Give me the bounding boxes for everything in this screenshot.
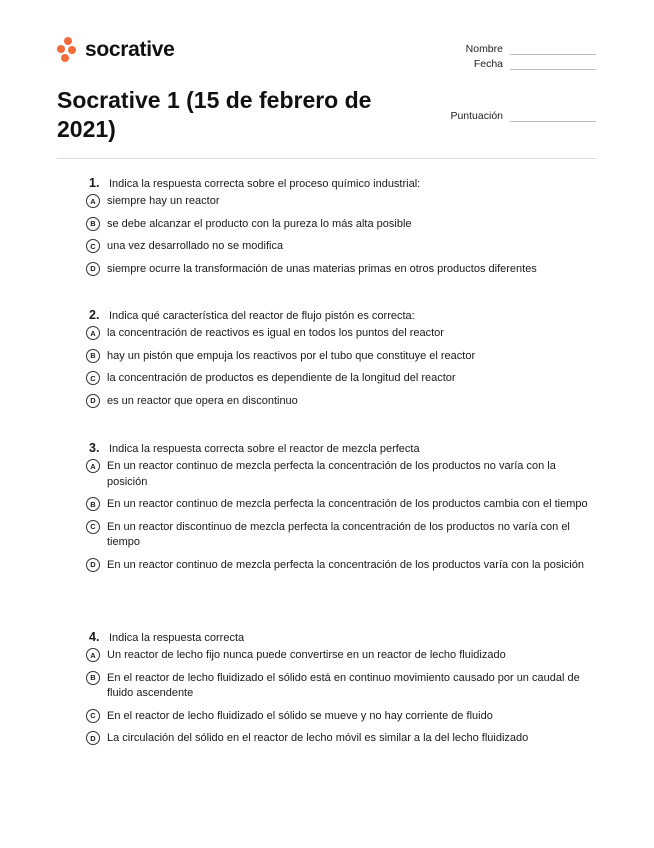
question-3 <box>86 441 598 580</box>
answer-option <box>86 520 598 551</box>
score-line <box>510 111 596 122</box>
date-line <box>510 59 596 70</box>
option-letter-badge: B <box>86 671 100 685</box>
option-letter-badge: D <box>86 558 100 572</box>
name-label: Nombre <box>465 43 503 55</box>
option-letter-badge: C <box>86 239 100 253</box>
question-header <box>89 308 598 322</box>
date-label: Fecha <box>473 58 503 70</box>
option-letter-badge: D <box>86 394 100 408</box>
option-letter-badge: A <box>86 194 100 208</box>
quiz-title: Socrative 1 (15 de febrero de 2021) <box>57 87 372 142</box>
answer-option <box>86 671 598 702</box>
name-field <box>466 40 596 55</box>
question-number: 4. <box>89 630 100 644</box>
question-number: 3. <box>89 441 100 455</box>
answer-option <box>86 239 598 255</box>
option-letter-badge: C <box>86 520 100 534</box>
answer-option <box>86 394 598 410</box>
score-label: Puntuación <box>450 110 503 122</box>
student-fields <box>466 40 596 70</box>
answer-option <box>86 262 598 278</box>
option-letter-badge: A <box>86 459 100 473</box>
option-text: es un reactor que opera en discontinuo <box>107 394 298 407</box>
answer-option <box>86 194 598 210</box>
option-text: la concentración de productos es dependiente de la longitud del reactor <box>107 372 456 384</box>
option-letter-badge: B <box>86 217 100 231</box>
answer-option <box>86 326 598 342</box>
option-letter-badge: A <box>86 648 100 662</box>
question-number: 1. <box>89 176 100 190</box>
option-text: una vez desarrollado no se modifica <box>107 240 284 252</box>
answer-option <box>86 459 598 490</box>
option-letter-badge: A <box>86 326 100 340</box>
answer-option <box>86 217 598 233</box>
option-text: En el reactor de lecho fluidizado el sólido está en continuo movimiento causado por un caudal de fluido ascendente <box>107 671 580 699</box>
question-text: Indica la respuesta correcta <box>109 632 245 644</box>
option-letter-badge: C <box>86 371 100 385</box>
socrative-logo-icon <box>57 37 79 63</box>
date-field <box>466 55 596 70</box>
question-2 <box>86 308 598 416</box>
question-text: Indica qué característica del reactor de flujo pistón es correcta: <box>109 310 415 322</box>
question-number: 2. <box>89 308 100 322</box>
question-text: Indica la respuesta correcta sobre el reactor de mezcla perfecta <box>109 443 420 455</box>
question-text: Indica la respuesta correcta sobre el proceso químico industrial: <box>109 178 421 190</box>
question-header <box>89 176 598 190</box>
question-header <box>89 441 598 455</box>
option-text: siempre hay un reactor <box>107 195 220 207</box>
score-field <box>450 107 596 122</box>
answer-option <box>86 349 598 365</box>
option-text: En un reactor discontinuo de mezcla perfecta la concentración de los productos no varía con el tiempo <box>107 520 570 548</box>
option-text: En un reactor continuo de mezcla perfecta la concentración de los productos varía con la posición <box>107 558 584 571</box>
option-text: siempre ocurre la transformación de unas materias primas en otros productos diferentes <box>107 262 537 275</box>
option-text: Un reactor de lecho fijo nunca puede convertirse en un reactor de lecho fluidizado <box>107 649 506 661</box>
option-text: En un reactor continuo de mezcla perfecta la concentración de los productos no varía con la posición <box>107 460 556 488</box>
option-text: En un reactor continuo de mezcla perfecta la concentración de los productos cambia con el tiempo <box>107 498 588 510</box>
socrative-logo <box>57 37 175 63</box>
option-letter-badge: B <box>86 349 100 363</box>
answer-option <box>86 709 598 725</box>
option-letter-badge: D <box>86 731 100 745</box>
brand-name: socrative <box>85 38 175 61</box>
option-letter-badge: D <box>86 262 100 276</box>
option-letter-badge: B <box>86 497 100 511</box>
answer-option <box>86 497 598 513</box>
option-text: En el reactor de lecho fluidizado el sólido se mueve y no hay corriente de fluido <box>107 709 493 722</box>
name-line <box>510 44 596 55</box>
question-4 <box>86 630 598 754</box>
answer-option <box>86 558 598 574</box>
option-letter-badge: C <box>86 709 100 723</box>
question-1 <box>86 176 598 284</box>
option-text: se debe alcanzar el producto con la pureza lo más alta posible <box>107 217 412 230</box>
header-divider <box>57 158 597 159</box>
answer-option <box>86 371 598 387</box>
answer-option <box>86 731 598 747</box>
answer-option <box>86 648 598 664</box>
option-text: la concentración de reactivos es igual en todos los puntos del reactor <box>107 327 444 339</box>
question-header <box>89 630 598 644</box>
option-text: hay un pistón que empuja los reactivos por el tubo que constituye el reactor <box>107 349 476 362</box>
option-text: La circulación del sólido en el reactor de lecho móvil es similar a la del lecho fluidizado <box>107 732 529 744</box>
